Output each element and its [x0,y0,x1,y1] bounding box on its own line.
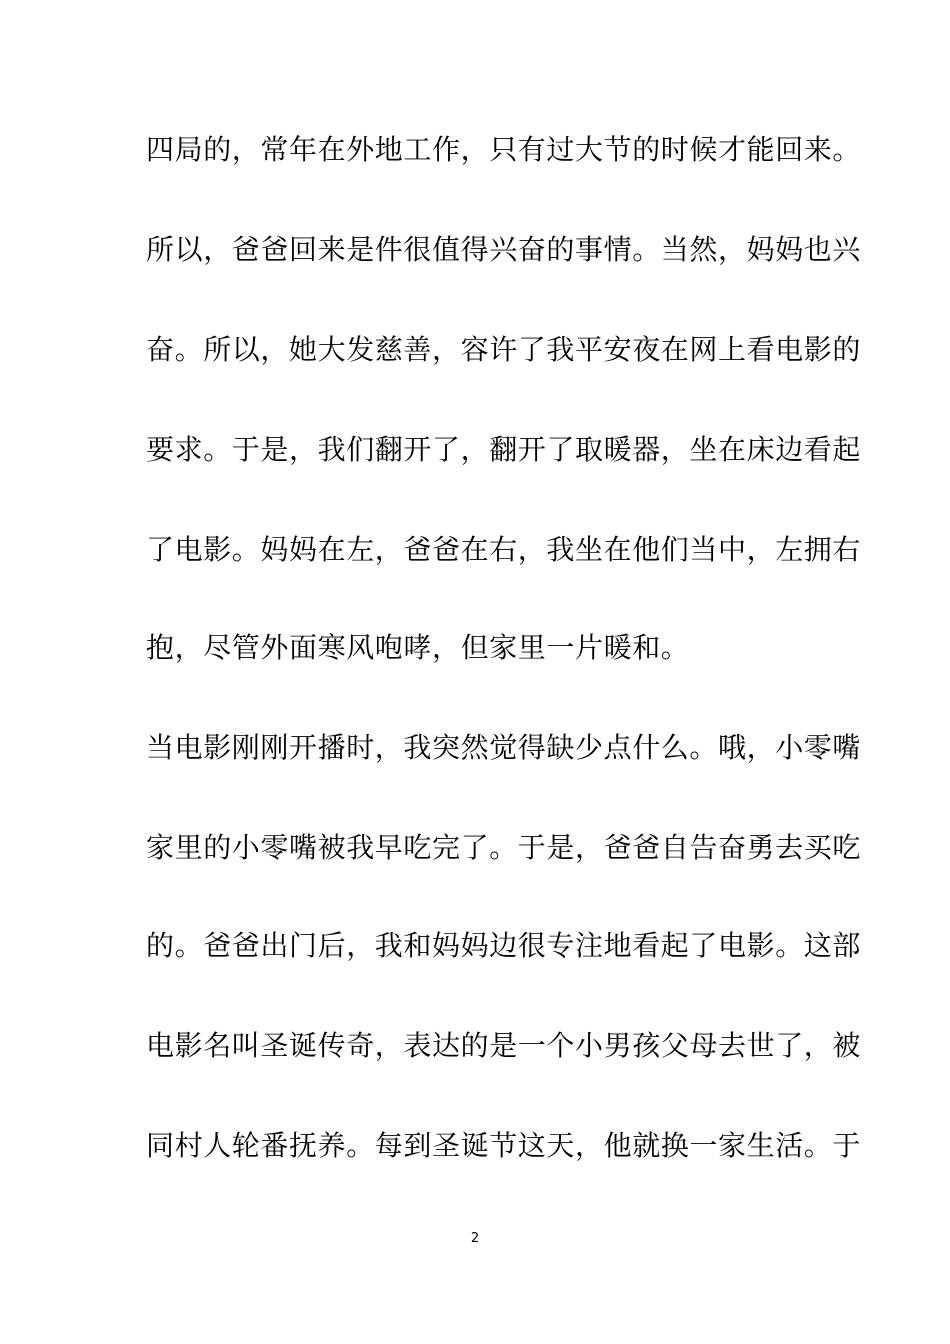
text-line: 了电影。妈妈在左，爸爸在右，我坐在他们当中，左拥右 [146,533,862,566]
text-line: 四局的，常年在外地工作，只有过大节的时候才能回来。 [146,133,862,166]
text-line: 当电影刚刚开播时，我突然觉得缺少点什么。哦，小零嘴 [146,731,862,764]
text-line: 电影名叫圣诞传奇，表达的是一个小男孩父母去世了，被 [146,1029,862,1062]
text-line: 抱，尽管外面寒风咆哮，但家里一片暖和。 [146,631,690,664]
text-line: 的。爸爸出门后，我和妈妈边很专注地看起了电影。这部 [146,929,862,962]
text-line: 所以，爸爸回来是件很值得兴奋的事情。当然，妈妈也兴 [146,233,862,266]
page-number: 2 [470,1231,480,1246]
text-line: 同村人轮番抚养。每到圣诞节这天，他就换一家生活。于 [146,1129,862,1162]
text-line: 奋。所以，她大发慈善，容许了我平安夜在网上看电影的 [146,333,862,366]
text-line: 家里的小零嘴被我早吃完了。于是，爸爸自告奋勇去买吃 [146,831,862,864]
text-line: 要求。于是，我们翻开了，翻开了取暖器，坐在床边看起 [146,433,862,466]
